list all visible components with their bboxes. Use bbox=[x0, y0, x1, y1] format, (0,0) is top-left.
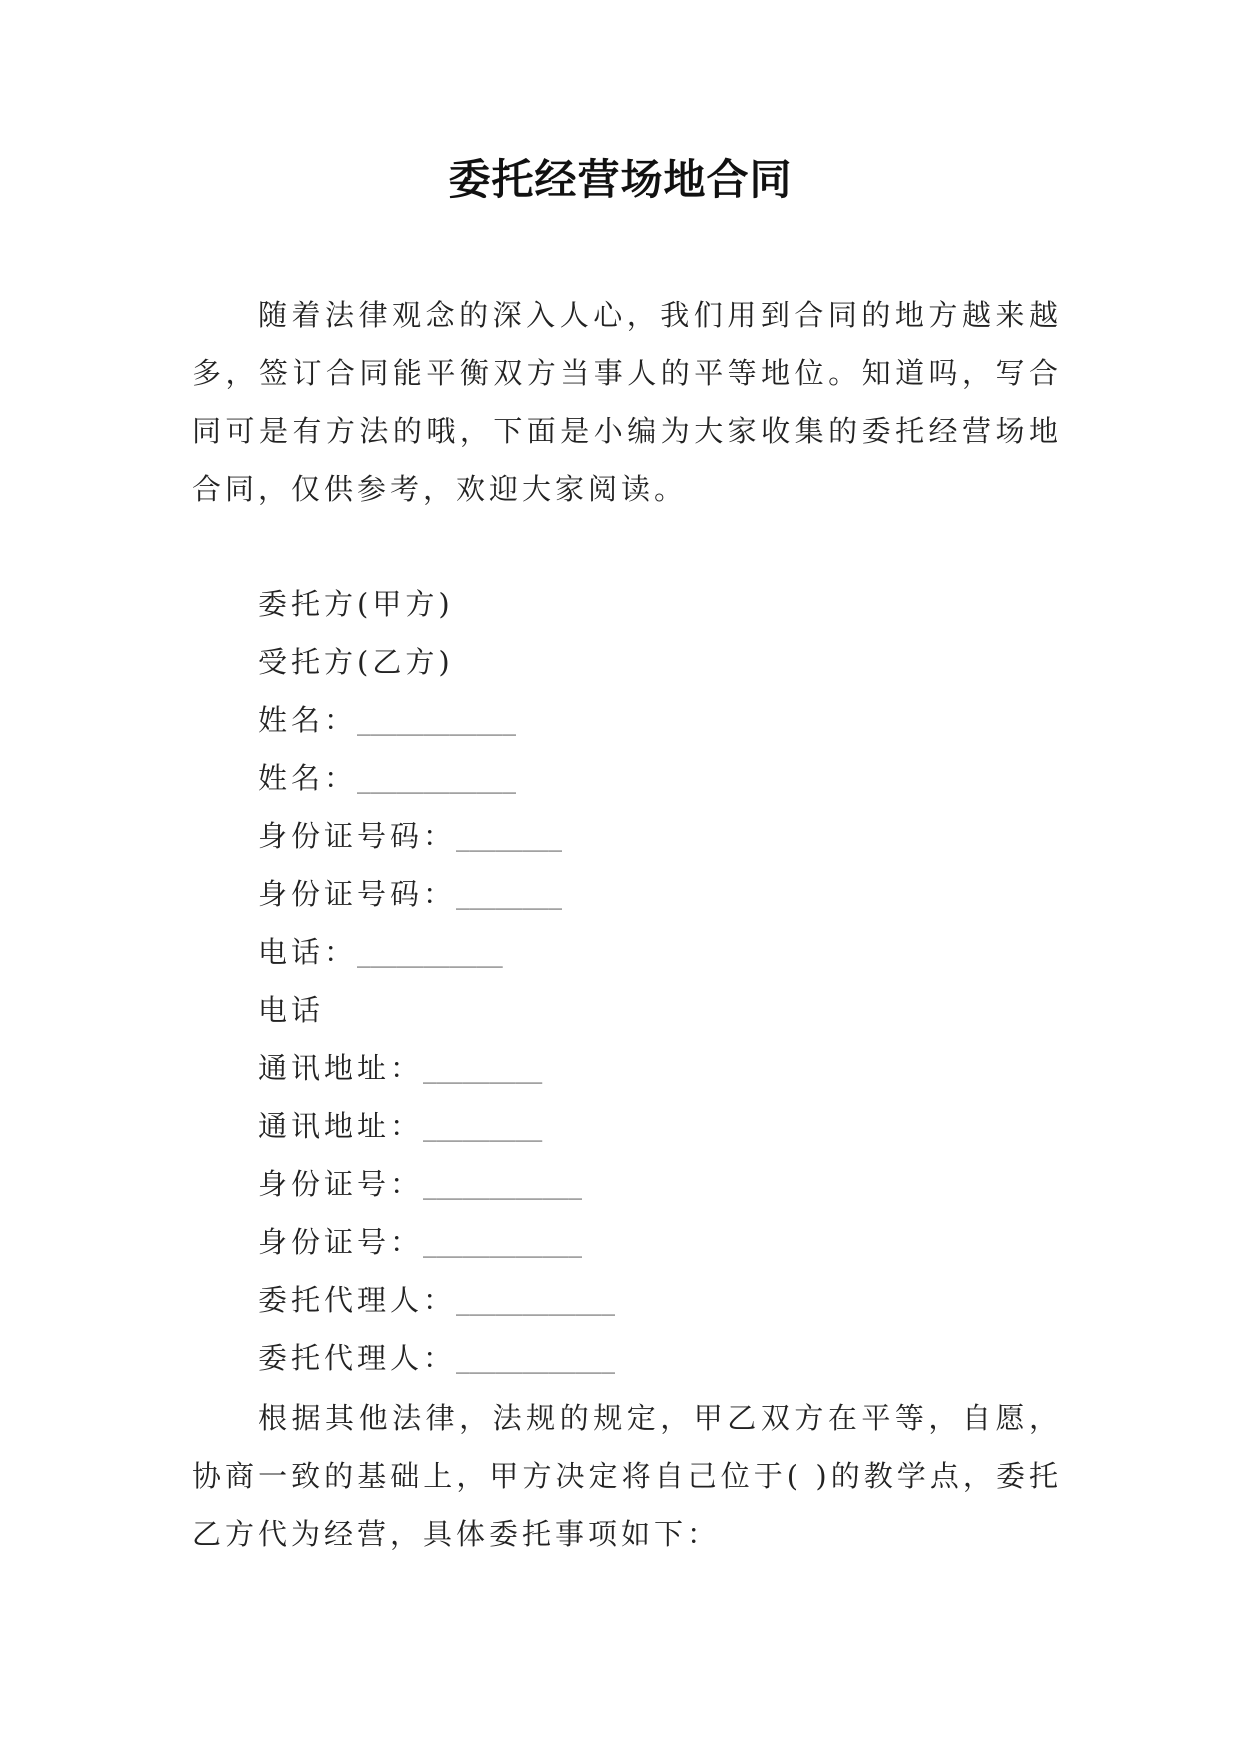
field-label: 委托代理人： bbox=[258, 1283, 457, 1317]
field-blank: ________ bbox=[456, 827, 562, 852]
field-blank: ____________ bbox=[357, 769, 516, 794]
field-label: 身份证号： bbox=[258, 1167, 424, 1201]
field-phone-b bbox=[258, 981, 615, 1039]
field-label: 姓名： bbox=[258, 703, 358, 737]
field-label: 身份证号码： bbox=[258, 819, 457, 853]
field-id-b bbox=[258, 1213, 615, 1271]
field-blank: ____________ bbox=[456, 1291, 615, 1316]
document-title: 委托经营场地合同 bbox=[448, 155, 793, 204]
field-address-b bbox=[258, 1097, 615, 1155]
field-blank: _________ bbox=[423, 1117, 543, 1142]
field-address-a bbox=[258, 1039, 615, 1097]
field-agent-b bbox=[258, 1329, 615, 1387]
field-label: 身份证号： bbox=[258, 1225, 424, 1259]
field-label: 通讯地址： bbox=[258, 1051, 424, 1085]
party-fields bbox=[258, 575, 615, 1387]
field-blank: ____________ bbox=[423, 1175, 582, 1200]
field-id-number-a bbox=[258, 807, 615, 865]
field-label: 通讯地址： bbox=[258, 1109, 424, 1143]
field-label: 身份证号码： bbox=[258, 877, 457, 911]
field-label: 电话： bbox=[258, 935, 358, 969]
field-phone-a bbox=[258, 923, 615, 981]
field-label: 委托代理人： bbox=[258, 1341, 457, 1375]
field-blank: ________ bbox=[456, 885, 562, 910]
closing-paragraph: 根据其他法律，法规的规定，甲乙双方在平等，自愿，协商一致的基础上，甲方决定将自己位于( )的教学点，委托乙方代为经营，具体委托事项如下： bbox=[192, 1401, 1062, 1551]
field-name-a bbox=[258, 691, 615, 749]
field-blank: _________ bbox=[423, 1059, 543, 1084]
field-label: 姓名： bbox=[258, 761, 358, 795]
field-blank: ___________ bbox=[357, 943, 503, 968]
field-blank: ____________ bbox=[423, 1233, 582, 1258]
field-label: 电话 bbox=[258, 993, 325, 1027]
field-label: 受托方(乙方) bbox=[258, 645, 454, 679]
field-blank: ____________ bbox=[357, 711, 516, 736]
field-trustee-party bbox=[258, 633, 615, 691]
field-agent-a bbox=[258, 1271, 615, 1329]
field-blank: ____________ bbox=[456, 1349, 615, 1374]
intro-paragraph: 随着法律观念的深入人心，我们用到合同的地方越来越多，签订合同能平衡双方当事人的平等地位。知道吗，写合同可是有方法的哦，下面是小编为大家收集的委托经营场地合同，仅供参考，欢迎大家阅读。 bbox=[192, 298, 1062, 506]
field-label: 委托方(甲方) bbox=[258, 587, 454, 621]
field-id-number-b bbox=[258, 865, 615, 923]
field-client-party bbox=[258, 575, 615, 633]
field-id-a bbox=[258, 1155, 615, 1213]
field-name-b bbox=[258, 749, 615, 807]
